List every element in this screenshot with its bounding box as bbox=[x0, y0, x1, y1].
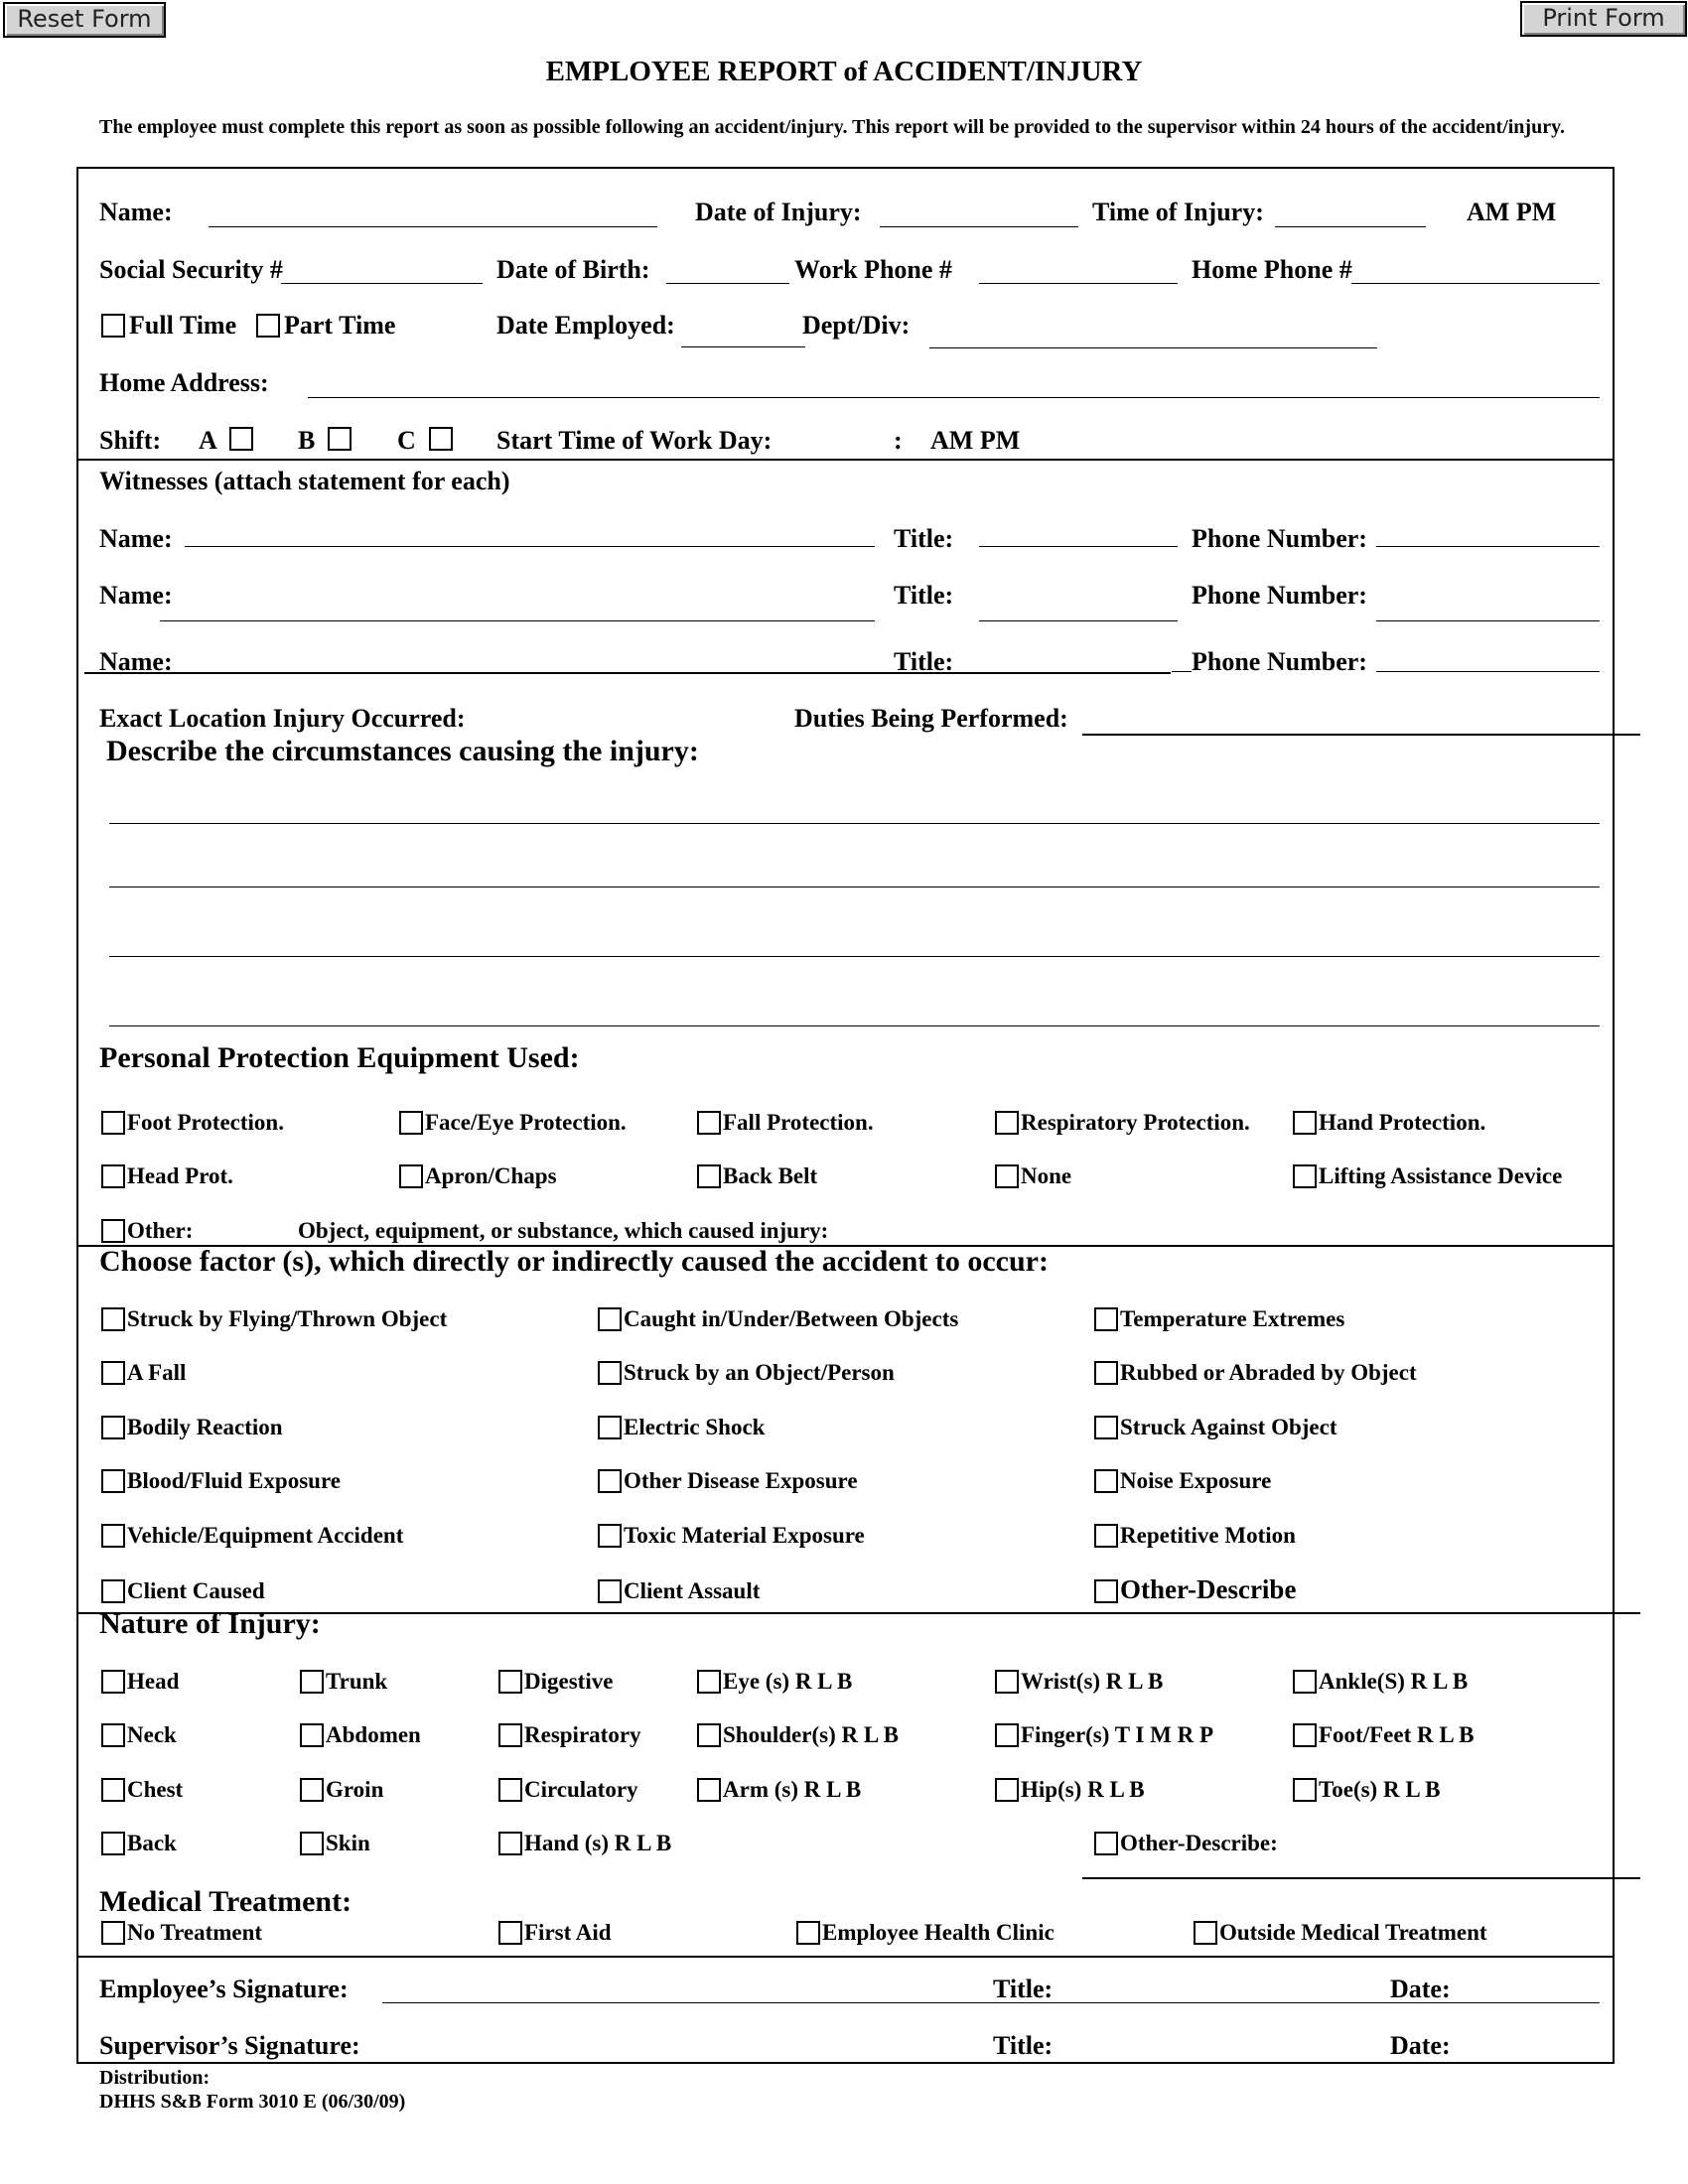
nature-groin-checkbox[interactable] bbox=[300, 1778, 324, 1802]
name-label: Name: bbox=[99, 198, 173, 226]
part-time-checkbox[interactable] bbox=[256, 314, 280, 338]
witness3-title-label: Title: bbox=[894, 647, 954, 676]
time-of-injury-label: Time of Injury: bbox=[1092, 198, 1264, 226]
witness2-phone-label: Phone Number: bbox=[1192, 581, 1367, 610]
factor-blood-checkbox[interactable] bbox=[101, 1469, 125, 1493]
employee-signature-label: Employee’s Signature: bbox=[99, 1975, 349, 2003]
nature-hand-checkbox[interactable] bbox=[498, 1832, 522, 1855]
form-title: EMPLOYEE REPORT of ACCIDENT/INJURY bbox=[545, 56, 1143, 87]
ppe-face-eye-label: Face/Eye Protection. bbox=[425, 1110, 627, 1135]
shift-label: Shift: bbox=[99, 426, 162, 455]
factor-noise-checkbox[interactable] bbox=[1094, 1469, 1118, 1493]
ppe-other-checkbox[interactable] bbox=[101, 1219, 125, 1243]
injury-am-pm: AM PM bbox=[1467, 198, 1557, 226]
ppe-other-label: Other: bbox=[127, 1218, 194, 1243]
time-of-injury-field[interactable] bbox=[1275, 226, 1426, 227]
nature-eye-label: Eye (s) R L B bbox=[723, 1669, 853, 1694]
medical-heading: Medical Treatment: bbox=[99, 1885, 352, 1918]
part-time-label: Part Time bbox=[284, 311, 396, 340]
factor-repetitive-checkbox[interactable] bbox=[1094, 1524, 1118, 1548]
dept-label: Dept/Div: bbox=[802, 311, 911, 340]
ppe-lifting-label: Lifting Assistance Device bbox=[1319, 1163, 1563, 1188]
nature-respiratory-label: Respiratory bbox=[524, 1722, 641, 1747]
nature-shoulder-label: Shoulder(s) R L B bbox=[723, 1722, 900, 1747]
ppe-hand-label: Hand Protection. bbox=[1319, 1110, 1486, 1135]
nature-head-label: Head bbox=[127, 1669, 180, 1694]
factor-struck-against-checkbox[interactable] bbox=[1094, 1416, 1118, 1439]
ppe-fall-label: Fall Protection. bbox=[723, 1110, 874, 1135]
ppe-respiratory-label: Respiratory Protection. bbox=[1021, 1110, 1250, 1135]
factor-client-caused-checkbox[interactable] bbox=[101, 1579, 125, 1603]
dob-field[interactable] bbox=[666, 283, 789, 284]
medical-none-checkbox[interactable] bbox=[101, 1921, 125, 1945]
ppe-head-checkbox[interactable] bbox=[101, 1164, 125, 1188]
name-field[interactable] bbox=[209, 226, 657, 227]
exact-location-label: Exact Location Injury Occurred: bbox=[99, 704, 466, 733]
ppe-none-checkbox[interactable] bbox=[995, 1164, 1019, 1188]
nature-back-checkbox[interactable] bbox=[101, 1832, 125, 1855]
dob-label: Date of Birth: bbox=[496, 255, 650, 284]
witness1-name-field[interactable] bbox=[185, 546, 875, 547]
supervisor-date-label: Date: bbox=[1390, 2031, 1451, 2060]
factors-heading: Choose factor (s), which directly or indirectly caused the accident to occur: bbox=[99, 1245, 1049, 1278]
witness1-title-label: Title: bbox=[894, 524, 954, 553]
start-am-pm: AM PM bbox=[930, 426, 1021, 455]
nature-wrist-checkbox[interactable] bbox=[995, 1670, 1019, 1694]
ssn-field[interactable] bbox=[281, 283, 483, 284]
nature-neck-label: Neck bbox=[127, 1722, 177, 1747]
form-number: DHHS S&B Form 3010 E (06/30/09) bbox=[99, 2091, 406, 2113]
witnesses-heading: Witnesses (attach statement for each) bbox=[99, 467, 510, 495]
factor-flying-object-checkbox[interactable] bbox=[101, 1307, 125, 1331]
nature-toe-checkbox[interactable] bbox=[1293, 1778, 1317, 1802]
nature-other-label: Other-Describe: bbox=[1120, 1831, 1278, 1855]
shift-b-label: B bbox=[298, 426, 316, 455]
factor-blood-label: Blood/Fluid Exposure bbox=[127, 1468, 341, 1493]
medical-outside-checkbox[interactable] bbox=[1194, 1921, 1217, 1945]
shift-b-checkbox[interactable] bbox=[328, 427, 352, 451]
medical-none-label: No Treatment bbox=[127, 1920, 263, 1945]
work-phone-label: Work Phone # bbox=[794, 255, 952, 284]
factor-other-label: Other-Describe bbox=[1120, 1574, 1297, 1604]
medical-first-aid-checkbox[interactable] bbox=[498, 1921, 522, 1945]
work-phone-field[interactable] bbox=[979, 283, 1178, 284]
witness2-name-field[interactable] bbox=[160, 620, 875, 621]
nature-skin-checkbox[interactable] bbox=[300, 1832, 324, 1855]
home-phone-label: Home Phone # bbox=[1192, 255, 1352, 284]
factor-vehicle-checkbox[interactable] bbox=[101, 1524, 125, 1548]
nature-foot-checkbox[interactable] bbox=[1293, 1723, 1317, 1747]
factor-rubbed-label: Rubbed or Abraded by Object bbox=[1120, 1360, 1417, 1385]
date-employed-field[interactable] bbox=[681, 346, 805, 347]
factor-fall-checkbox[interactable] bbox=[101, 1361, 125, 1385]
factor-toxic-checkbox[interactable] bbox=[598, 1524, 622, 1548]
nature-chest-label: Chest bbox=[127, 1777, 184, 1802]
witness2-name-label: Name: bbox=[99, 581, 173, 610]
nature-back-label: Back bbox=[127, 1831, 177, 1855]
nature-other-checkbox[interactable] bbox=[1094, 1832, 1118, 1855]
nature-circulatory-label: Circulatory bbox=[524, 1777, 638, 1802]
witness2-title-field[interactable] bbox=[979, 620, 1178, 621]
witness3-phone-label: Phone Number: bbox=[1192, 647, 1367, 676]
home-phone-field[interactable] bbox=[1351, 283, 1600, 284]
distribution-label: Distribution: bbox=[99, 2067, 211, 2089]
nature-trunk-label: Trunk bbox=[326, 1669, 388, 1694]
factor-other-checkbox[interactable] bbox=[1094, 1579, 1118, 1603]
start-time-colon: : bbox=[894, 426, 903, 455]
print-form-button[interactable]: Print Form bbox=[1520, 1, 1687, 37]
home-address-label: Home Address: bbox=[99, 368, 269, 397]
factor-disease-checkbox[interactable] bbox=[598, 1469, 622, 1493]
factor-client-caused-label: Client Caused bbox=[127, 1578, 265, 1603]
witness1-phone-label: Phone Number: bbox=[1192, 524, 1367, 553]
factor-rubbed-checkbox[interactable] bbox=[1094, 1361, 1118, 1385]
witness3-phone-field[interactable] bbox=[1376, 671, 1600, 672]
nature-skin-label: Skin bbox=[326, 1831, 370, 1855]
factor-flying-object-label: Struck by Flying/Thrown Object bbox=[127, 1306, 448, 1331]
nature-heading: Nature of Injury: bbox=[99, 1607, 321, 1640]
factor-fall-label: A Fall bbox=[127, 1360, 187, 1385]
factor-vehicle-label: Vehicle/Equipment Accident bbox=[127, 1523, 404, 1548]
right-border bbox=[1613, 459, 1615, 2064]
dept-field[interactable] bbox=[929, 347, 1377, 348]
duties-label: Duties Being Performed: bbox=[794, 704, 1068, 733]
nature-circulatory-checkbox[interactable] bbox=[498, 1778, 522, 1802]
nature-arm-checkbox[interactable] bbox=[697, 1778, 721, 1802]
circumstances-line-1[interactable] bbox=[109, 823, 1600, 824]
shift-a-label: A bbox=[199, 426, 217, 455]
ppe-head-label: Head Prot. bbox=[127, 1163, 233, 1188]
employee-date-label: Date: bbox=[1390, 1975, 1451, 2003]
factor-client-assault-checkbox[interactable] bbox=[598, 1579, 622, 1603]
medical-first-aid-label: First Aid bbox=[524, 1920, 612, 1945]
location-divider bbox=[1082, 734, 1640, 736]
date-of-injury-label: Date of Injury: bbox=[695, 198, 862, 226]
circumstances-line-3[interactable] bbox=[109, 956, 1600, 957]
factor-bodily-checkbox[interactable] bbox=[101, 1416, 125, 1439]
ppe-hand-checkbox[interactable] bbox=[1293, 1111, 1317, 1135]
nature-digestive-label: Digestive bbox=[524, 1669, 614, 1694]
nature-chest-checkbox[interactable] bbox=[101, 1778, 125, 1802]
nature-arm-label: Arm (s) R L B bbox=[723, 1777, 862, 1802]
shift-c-label: C bbox=[397, 426, 416, 455]
factor-temperature-checkbox[interactable] bbox=[1094, 1307, 1118, 1331]
medical-clinic-label: Employee Health Clinic bbox=[822, 1920, 1055, 1945]
witness1-name-label: Name: bbox=[99, 524, 173, 553]
ppe-fall-checkbox[interactable] bbox=[697, 1111, 721, 1135]
factor-struck-by-label: Struck by an Object/Person bbox=[624, 1360, 895, 1385]
nature-wrist-label: Wrist(s) R L B bbox=[1021, 1669, 1164, 1694]
ppe-none-label: None bbox=[1021, 1163, 1072, 1188]
nature-hip-checkbox[interactable] bbox=[995, 1778, 1019, 1802]
factor-caught-checkbox[interactable] bbox=[598, 1307, 622, 1331]
nature-head-checkbox[interactable] bbox=[101, 1670, 125, 1694]
start-time-label: Start Time of Work Day: bbox=[496, 426, 773, 455]
factor-bodily-label: Bodily Reaction bbox=[127, 1415, 283, 1439]
nature-shoulder-checkbox[interactable] bbox=[697, 1723, 721, 1747]
witness1-phone-field[interactable] bbox=[1376, 546, 1600, 547]
nature-ankle-checkbox[interactable] bbox=[1293, 1670, 1317, 1694]
ppe-apron-label: Apron/Chaps bbox=[425, 1163, 557, 1188]
ppe-lifting-checkbox[interactable] bbox=[1293, 1164, 1317, 1188]
nature-eye-checkbox[interactable] bbox=[697, 1670, 721, 1694]
nature-digestive-checkbox[interactable] bbox=[498, 1670, 522, 1694]
factor-electric-label: Electric Shock bbox=[624, 1415, 766, 1439]
medical-divider bbox=[76, 1956, 1615, 1958]
date-of-injury-field[interactable] bbox=[880, 226, 1078, 227]
factor-client-assault-label: Client Assault bbox=[624, 1578, 761, 1603]
supervisor-title-label: Title: bbox=[993, 2031, 1054, 2060]
home-address-field[interactable] bbox=[308, 397, 1600, 398]
nature-finger-checkbox[interactable] bbox=[995, 1723, 1019, 1747]
nature-abdomen-checkbox[interactable] bbox=[300, 1723, 324, 1747]
ppe-foot-checkbox[interactable] bbox=[101, 1111, 125, 1135]
ppe-back-belt-label: Back Belt bbox=[723, 1163, 818, 1188]
nature-respiratory-checkbox[interactable] bbox=[498, 1723, 522, 1747]
medical-outside-label: Outside Medical Treatment bbox=[1219, 1920, 1487, 1945]
nature-groin-label: Groin bbox=[326, 1777, 384, 1802]
factor-caught-label: Caught in/Under/Between Objects bbox=[624, 1306, 959, 1331]
circumstances-line-4[interactable] bbox=[109, 1025, 1600, 1026]
witness2-title-label: Title: bbox=[894, 581, 954, 610]
ppe-respiratory-checkbox[interactable] bbox=[995, 1111, 1019, 1135]
nature-toe-label: Toe(s) R L B bbox=[1319, 1777, 1441, 1802]
ppe-back-belt-checkbox[interactable] bbox=[697, 1164, 721, 1188]
ppe-foot-label: Foot Protection. bbox=[127, 1110, 284, 1135]
shift-a-checkbox[interactable] bbox=[229, 427, 253, 451]
full-time-checkbox[interactable] bbox=[101, 314, 125, 338]
medical-clinic-checkbox[interactable] bbox=[796, 1921, 820, 1945]
supervisor-signature-label: Supervisor’s Signature: bbox=[99, 2031, 360, 2060]
shift-c-checkbox[interactable] bbox=[429, 427, 453, 451]
nature-hand-label: Hand (s) R L B bbox=[524, 1831, 672, 1855]
left-border bbox=[76, 459, 78, 2064]
ppe-heading: Personal Protection Equipment Used: bbox=[99, 1041, 580, 1074]
reset-form-button[interactable]: Reset Form bbox=[3, 2, 166, 38]
factor-repetitive-label: Repetitive Motion bbox=[1120, 1523, 1296, 1548]
nature-neck-checkbox[interactable] bbox=[101, 1723, 125, 1747]
factor-disease-label: Other Disease Exposure bbox=[624, 1468, 858, 1493]
nature-foot-label: Foot/Feet R L B bbox=[1319, 1722, 1475, 1747]
nature-trunk-checkbox[interactable] bbox=[300, 1670, 324, 1694]
factor-noise-label: Noise Exposure bbox=[1120, 1468, 1272, 1493]
employee-title-label: Title: bbox=[993, 1975, 1054, 2003]
nature-finger-label: Finger(s) T I M R P bbox=[1021, 1722, 1213, 1747]
intro-text: The employee must complete this report as soon as possible following an accident/injury. This report will be provided to the supervisor within 24 hours of the accident/injury. bbox=[99, 116, 1565, 138]
witness-bottom-line bbox=[84, 672, 1171, 674]
circumstances-heading: Describe the circumstances causing the injury: bbox=[106, 735, 699, 767]
witness3-title-field[interactable] bbox=[1172, 671, 1192, 672]
ppe-face-eye-checkbox[interactable] bbox=[399, 1111, 423, 1135]
factor-electric-checkbox[interactable] bbox=[598, 1416, 622, 1439]
full-time-label: Full Time bbox=[129, 311, 237, 340]
witness2-phone-field[interactable] bbox=[1376, 620, 1600, 621]
factor-struck-against-label: Struck Against Object bbox=[1120, 1415, 1337, 1439]
date-employed-label: Date Employed: bbox=[496, 311, 675, 340]
object-caused-label: Object, equipment, or substance, which caused injury: bbox=[298, 1218, 829, 1243]
nature-abdomen-label: Abdomen bbox=[326, 1722, 421, 1747]
nature-hip-label: Hip(s) R L B bbox=[1021, 1777, 1145, 1802]
witness3-name-label: Name: bbox=[99, 647, 173, 676]
nature-ankle-label: Ankle(S) R L B bbox=[1319, 1669, 1469, 1694]
factor-struck-by-checkbox[interactable] bbox=[598, 1361, 622, 1385]
ppe-apron-checkbox[interactable] bbox=[399, 1164, 423, 1188]
factor-temperature-label: Temperature Extremes bbox=[1120, 1306, 1345, 1331]
ssn-label: Social Security # bbox=[99, 255, 283, 284]
bottom-border bbox=[76, 2062, 1615, 2064]
factor-toxic-label: Toxic Material Exposure bbox=[624, 1523, 865, 1548]
witness1-title-field[interactable] bbox=[979, 546, 1178, 547]
nature-divider bbox=[1082, 1877, 1640, 1879]
